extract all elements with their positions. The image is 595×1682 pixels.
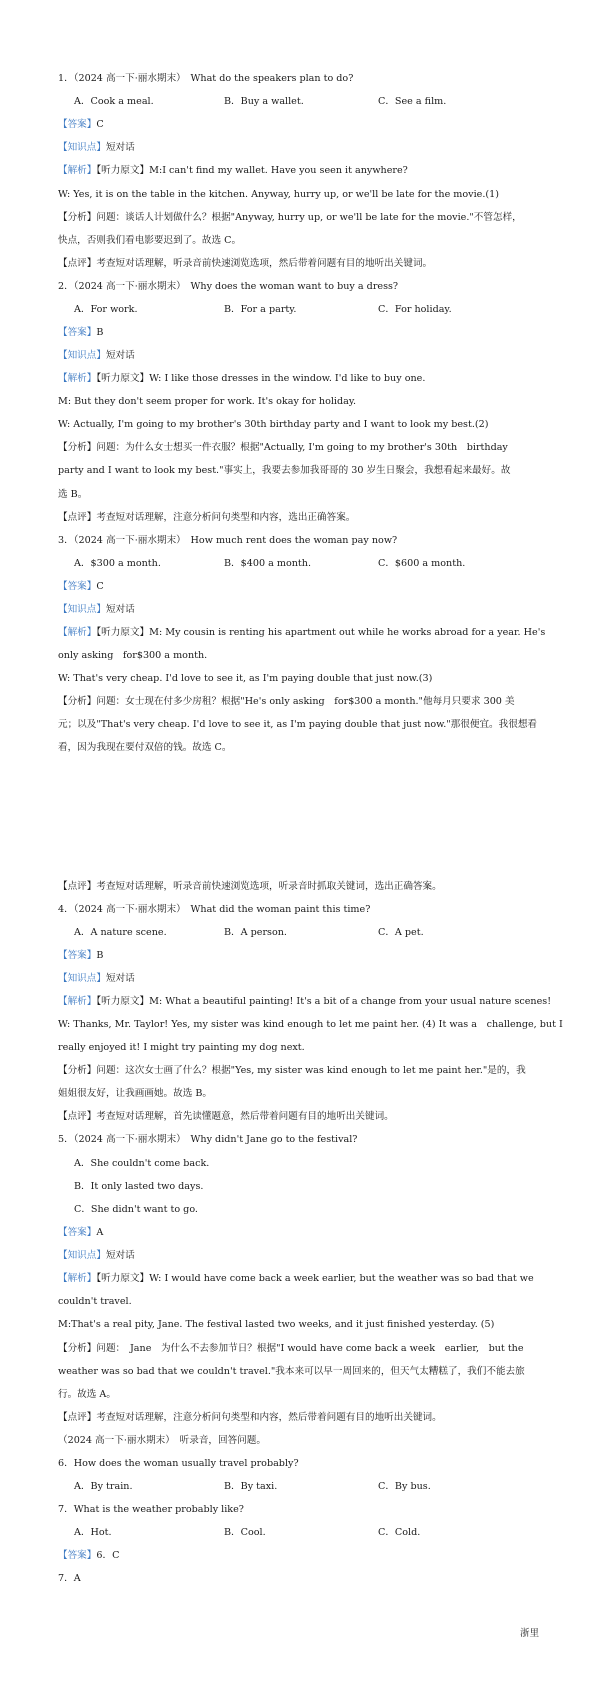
section-tag: 【答案】	[58, 1550, 97, 1561]
text-line	[58, 903, 370, 917]
line-text: 短对话	[105, 350, 135, 361]
text-line	[74, 1203, 198, 1217]
text-line	[58, 257, 432, 271]
text-line	[58, 880, 442, 894]
text-line	[58, 72, 353, 86]
line-text: 1．（2024 高一下·丽水期末） What do the speakers plan to do?	[58, 73, 354, 84]
section-tag: 【答案】	[58, 581, 97, 592]
line-text: 【分析】问题：女士现在付多少房租？根据"He's only asking for$300 a month."他每月只要求 300 美	[58, 696, 515, 707]
line-text: 行。故选 A。	[58, 1389, 116, 1400]
text-line	[58, 1572, 81, 1586]
line-text: really enjoyed it! I might try painting my dog next.	[58, 1042, 305, 1053]
text-line	[58, 211, 522, 225]
section-tag: 【答案】	[58, 950, 97, 961]
line-text: M:That's a real pity, Jane. The festival lasted two weeks, and it just finished yesterday. (5)	[58, 1319, 495, 1330]
answer-option: A．Hot.	[74, 1527, 112, 1538]
line-text: 【点评】考查短对话理解，听录音前快速浏览选项，然后带着问题有目的地听出关键词。	[58, 258, 433, 269]
text-line	[58, 118, 104, 132]
text-line	[58, 1064, 526, 1078]
line-text: A．She couldn't come back.	[74, 1158, 210, 1169]
line-text: 【分析】问题： Jane 为什么不去参加节日？根据"I would have come back a week earlier, but the	[58, 1343, 524, 1354]
text-line	[58, 280, 398, 294]
text-line	[58, 1365, 525, 1379]
text-line	[58, 234, 241, 248]
line-text: M: But they don't seem proper for work. It's okay for holiday.	[58, 396, 357, 407]
line-text: 【听力原文】M:I can't find my wallet. Have you seen it anywhere?	[96, 165, 408, 176]
section-tag: 【解析】	[58, 996, 97, 1007]
line-text: 【听力原文】M: What a beautiful painting! It's a bit of a change from your usual nature scenes!	[96, 996, 552, 1007]
answer-option: A．$300 a month.	[74, 558, 161, 569]
section-tag: 【知识点】	[58, 973, 106, 984]
text-line	[58, 718, 537, 732]
text-line	[58, 1041, 305, 1055]
text-line	[58, 1457, 299, 1471]
line-text: 7．What is the weather probably like?	[58, 1504, 244, 1515]
line-text: （2024 高一下·丽水期末） 听录音，回答问题。	[58, 1435, 266, 1446]
section-tag: 【知识点】	[58, 350, 106, 361]
section-tag: 【知识点】	[58, 142, 106, 153]
text-line	[58, 1411, 442, 1425]
section-tag: 【解析】	[58, 165, 97, 176]
text-line	[58, 1272, 534, 1286]
section-tag: 【答案】	[58, 327, 97, 338]
text-line	[58, 1503, 244, 1517]
text-line	[58, 418, 488, 432]
line-text: 5．（2024 高一下·丽水期末） Why didn't Jane go to the festival?	[58, 1134, 358, 1145]
text-line	[58, 188, 499, 202]
text-line	[58, 1549, 119, 1563]
line-text: W: Thanks, Mr. Taylor! Yes, my sister was kind enough to let me paint her. (4) It was a challenge, but I	[58, 1019, 563, 1030]
text-line	[58, 164, 408, 178]
text-line	[58, 141, 135, 155]
section-tag: 【解析】	[58, 373, 97, 384]
line-text: 4．（2024 高一下·丽水期末） What did the woman paint this time?	[58, 904, 371, 915]
text-line	[58, 741, 231, 755]
answer-option: C．See a film.	[378, 96, 447, 107]
section-tag: 【解析】	[58, 627, 97, 638]
line-text: 【点评】考查短对话理解，注意分析问句类型和内容，然后带着问题有目的地听出关键词。	[58, 1412, 442, 1423]
text-line	[58, 995, 551, 1009]
answer-option: C．$600 a month.	[378, 558, 466, 569]
answer-option: B．Buy a wallet.	[224, 96, 304, 107]
answer-option: B．A person.	[224, 927, 287, 938]
line-text: B．It only lasted two days.	[74, 1181, 204, 1192]
line-text: 快点，否则我们看电影要迟到了。故选 C。	[58, 235, 242, 246]
section-tag: 【解析】	[58, 1273, 97, 1284]
text-line	[58, 580, 104, 594]
answer-option: C．A pet.	[378, 927, 424, 938]
line-text: C	[96, 119, 104, 130]
line-text: A	[96, 1227, 104, 1238]
section-tag: 【答案】	[58, 1227, 97, 1238]
line-text: 【分析】问题：谈话人计划做什么？根据"Anyway, hurry up, or we'll be late for the movie."不管怎样，	[58, 212, 522, 223]
text-line	[58, 1110, 394, 1124]
line-text: 3．（2024 高一下·丽水期末） How much rent does the woman pay now?	[58, 535, 398, 546]
line-text: 【点评】考查短对话理解，首先读懂题意，然后带着问题有目的地听出关键词。	[58, 1111, 394, 1122]
text-line	[58, 488, 87, 502]
line-text: C．She didn't want to go.	[74, 1204, 198, 1215]
text-line	[58, 1226, 103, 1240]
answer-option: C．Cold.	[378, 1527, 421, 1538]
text-line	[58, 349, 135, 363]
line-text: B	[96, 950, 104, 961]
text-line	[58, 464, 510, 478]
line-text: 【听力原文】M: My cousin is renting his apartment out while he works abroad for a year. He's	[96, 627, 546, 638]
section-tag: 【知识点】	[58, 604, 106, 615]
text-line	[58, 534, 397, 548]
line-text: 7．A	[58, 1573, 81, 1584]
text-line	[58, 511, 355, 525]
text-line	[74, 1157, 209, 1171]
text-line	[58, 649, 207, 663]
line-text: 【分析】问题：这次女士画了什么？根据"Yes, my sister was kind enough to let me paint her."是的，我	[58, 1065, 526, 1076]
text-line	[58, 1295, 132, 1309]
answer-option: A．By train.	[74, 1481, 133, 1492]
line-text: couldn't travel.	[58, 1296, 132, 1307]
line-text: 【点评】考查短对话理解，注意分析问句类型和内容，选出正确答案。	[58, 512, 356, 523]
answer-option: B．For a party.	[224, 304, 297, 315]
answer-option: B．$400 a month.	[224, 558, 312, 569]
line-text: C	[96, 581, 104, 592]
line-text: 2．（2024 高一下·丽水期末） Why does the woman want to buy a dress?	[58, 281, 399, 292]
text-line	[58, 1087, 212, 1101]
text-line	[58, 695, 515, 709]
line-text: 短对话	[105, 1250, 135, 1261]
line-text: W: Actually, I'm going to my brother's 30th birthday party and I want to look my best.(2)	[58, 419, 489, 430]
text-line	[58, 1318, 494, 1332]
line-text: 短对话	[105, 142, 135, 153]
text-line	[58, 372, 425, 386]
line-text: W: Yes, it is on the table in the kitchen. Anyway, hurry up, or we'll be late for the movie.(1)	[58, 189, 499, 200]
line-text: 6．How does the woman usually travel probably?	[58, 1458, 299, 1469]
answer-option: A．For work.	[74, 304, 138, 315]
page-footer: 浙里	[519, 1628, 539, 1639]
answer-option: B．By taxi.	[224, 1481, 278, 1492]
text-line	[58, 1133, 357, 1147]
line-text: 【分析】问题：为什么女士想买一件衣服？根据"Actually, I'm going to my brother's 30th birthday	[58, 442, 508, 453]
line-text: 【听力原文】W: I like those dresses in the window. I'd like to buy one.	[96, 373, 426, 384]
answer-option: A．A nature scene.	[74, 927, 167, 938]
line-text: only asking for$300 a month.	[58, 650, 208, 661]
text-line	[58, 949, 103, 963]
answer-option: C．For holiday.	[378, 304, 452, 315]
line-text: party and I want to look my best."事实上，我要去参加我哥哥的 30 岁生日聚会，我想看起来最好。故	[58, 465, 511, 476]
text-line	[58, 1018, 563, 1032]
text-line	[58, 672, 432, 686]
text-line	[74, 1180, 203, 1194]
line-text: 看，因为我现在要付双倍的钱。故选 C。	[58, 742, 232, 753]
line-text: W: That's very cheap. I'd love to see it, as I'm paying double that just now.(3)	[58, 673, 433, 684]
section-tag: 【答案】	[58, 119, 97, 130]
text-line	[58, 1434, 266, 1448]
text-line	[58, 441, 508, 455]
text-line	[58, 395, 356, 409]
text-line	[58, 972, 135, 986]
line-text: 姐姐很友好，让我画画她。故选 B。	[58, 1088, 213, 1099]
text-line	[58, 326, 103, 340]
answer-option: A．Cook a meal.	[74, 96, 154, 107]
answer-option: B．Cool.	[224, 1527, 266, 1538]
text-line	[58, 1388, 116, 1402]
text-line	[58, 603, 135, 617]
line-text: weather was so bad that we couldn't travel."我本来可以早一周回来的，但天气太糟糕了，我们不能去旅	[58, 1366, 525, 1377]
text-line	[58, 626, 545, 640]
line-text: 短对话	[105, 604, 135, 615]
answer-option: C．By bus.	[378, 1481, 431, 1492]
line-text: 【点评】考查短对话理解，听录音前快速浏览选项，听录音时抓取关键词，选出正确答案。	[58, 881, 442, 892]
text-line	[58, 1342, 524, 1356]
text-line	[58, 1249, 135, 1263]
line-text: 6．C	[96, 1550, 120, 1561]
line-text: 元；以及"That's very cheap. I'd love to see it, as I'm paying double that just now."那很便宜。我很想看	[58, 719, 538, 730]
line-text: 选 B。	[58, 489, 88, 500]
line-text: 短对话	[105, 973, 135, 984]
line-text: B	[96, 327, 104, 338]
section-tag: 【知识点】	[58, 1250, 106, 1261]
line-text: 【听力原文】W: I would have come back a week earlier, but the weather was so bad that we	[96, 1273, 534, 1284]
